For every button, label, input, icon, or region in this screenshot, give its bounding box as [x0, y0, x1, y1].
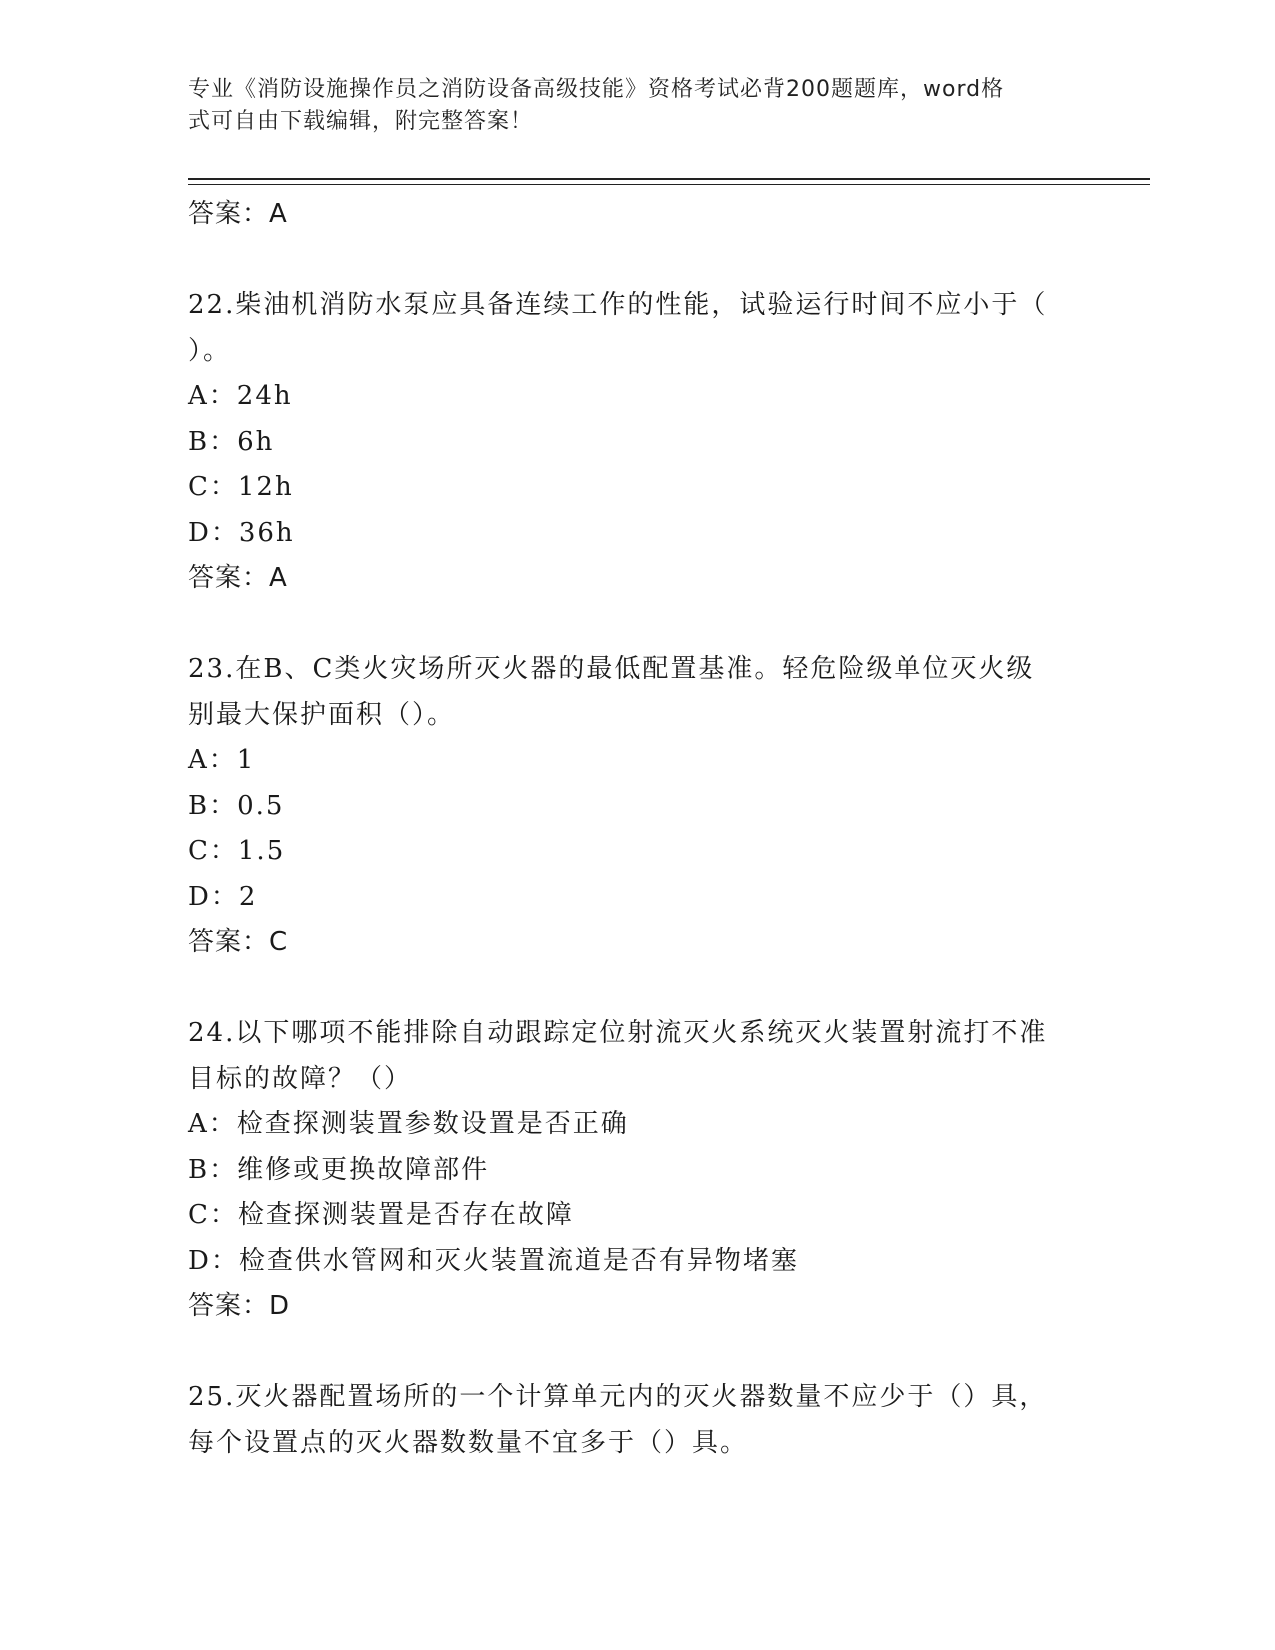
spacer — [188, 602, 1088, 648]
question-list — [188, 192, 1088, 1466]
option-b: B：6h — [188, 426, 275, 457]
option-a: A：24h — [188, 381, 293, 411]
option-c: C：1.5 — [188, 836, 286, 866]
question-stem: 每个设置点的灭火器数数量不宜多于（）具。 — [188, 1427, 749, 1458]
spacer — [188, 238, 1088, 284]
answer-line: 答案：A — [188, 199, 288, 229]
answer-line: 答案：A — [188, 563, 288, 593]
option-d: D：2 — [188, 881, 258, 912]
option-b: B：维修或更换故障部件 — [188, 1154, 490, 1185]
option-a: A：1 — [188, 745, 256, 775]
header-rule-thick — [188, 178, 1150, 180]
question-stem: 24.以下哪项不能排除自动跟踪定位射流灭火系统灭火装置射流打不准 — [188, 1018, 1048, 1048]
question-23 — [188, 647, 1088, 966]
option-d: D：36h — [188, 517, 295, 548]
option-c: C：12h — [188, 472, 294, 502]
header-line-1: 专业《消防设施操作员之消防设备高级技能》资格考试必背200题题库，word格 — [188, 77, 1005, 102]
question-stem: 目标的故障？（） — [188, 1063, 413, 1094]
option-b: B：0.5 — [188, 790, 285, 821]
spacer — [188, 966, 1088, 1012]
spacer — [188, 1330, 1088, 1376]
answer-line: 答案：D — [188, 1291, 291, 1321]
question-25 — [188, 1375, 1088, 1466]
question-24 — [188, 1011, 1088, 1330]
question-stem: 别最大保护面积（）。 — [188, 699, 456, 730]
document-header — [188, 74, 1068, 138]
question-stem: ）。 — [188, 335, 232, 366]
option-c: C：检查探测装置是否存在故障 — [188, 1200, 574, 1230]
question-22 — [188, 283, 1088, 602]
option-a: A：检查探测装置参数设置是否正确 — [188, 1109, 629, 1139]
header-line-2: 式可自由下载编辑，附完整答案！ — [188, 109, 534, 134]
header-rule-thin — [188, 184, 1150, 185]
question-stem: 23.在B、C类火灾场所灭火器的最低配置基准。轻危险级单位灭火级 — [188, 654, 1035, 684]
option-d: D：检查供水管网和灭火装置流道是否有异物堵塞 — [188, 1245, 799, 1276]
question-stem: 22.柴油机消防水泵应具备连续工作的性能，试验运行时间不应小于（ — [188, 290, 1048, 320]
answer-line: 答案：C — [188, 927, 289, 957]
question-stem: 25.灭火器配置场所的一个计算单元内的灭火器数量不应少于（）具， — [188, 1382, 1048, 1412]
